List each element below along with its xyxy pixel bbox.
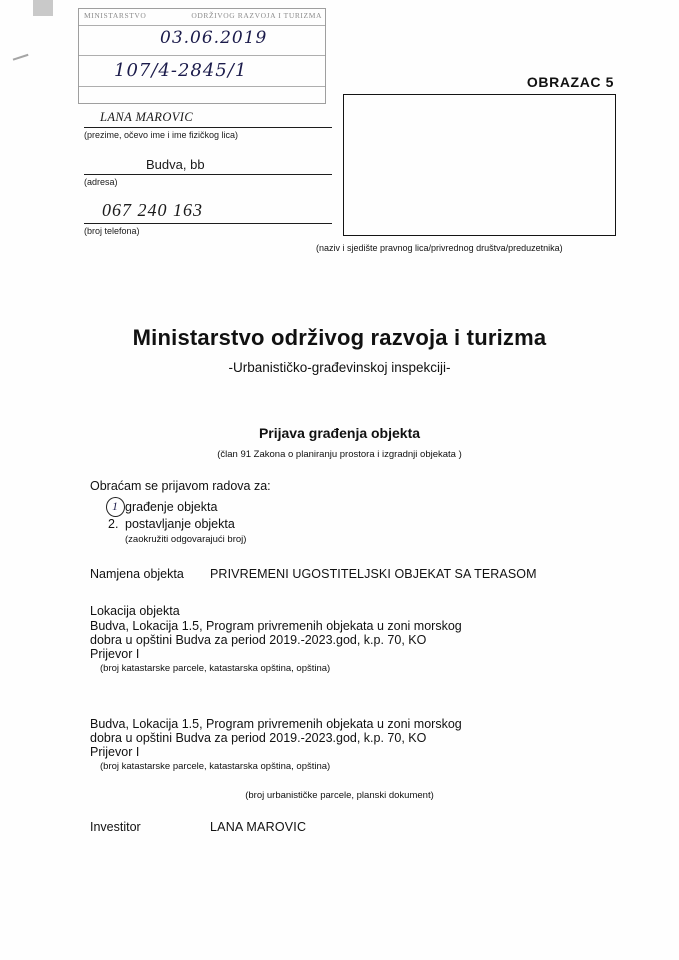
option-1-label: građenje objekta xyxy=(125,500,218,514)
stamp-divider-2 xyxy=(78,55,326,56)
option-2-label: postavljanje objekta xyxy=(125,517,235,531)
location2-line-3: Prijevor I xyxy=(90,745,140,759)
request-lead-text: Obraćam se prijavom radova za: xyxy=(90,479,271,493)
stamp-header-right: ODRŽIVOG RAZVOJA I TURIZMA xyxy=(191,11,322,20)
applicant-address-caption: (adresa) xyxy=(84,177,118,187)
stamp-divider-3 xyxy=(78,86,326,87)
applicant-name-caption: (prezime, očevo ime i ime fizičkog lica) xyxy=(84,130,239,140)
applicant-address-value: Budva, bb xyxy=(146,157,205,172)
legal-entity-box xyxy=(343,94,616,236)
ministry-heading: Ministarstvo održivog razvoja i turizma xyxy=(132,325,547,350)
purpose-value: PRIVREMENI UGOSTITELJSKI OBJEKAT SA TERASOM xyxy=(210,567,537,581)
location2-caption: (broj katastarske parcele, katastarska opština, opština) xyxy=(100,761,331,772)
location-caption: (broj katastarske parcele, katastarska opština, opština) xyxy=(100,663,331,674)
applicant-phone-rule xyxy=(84,223,332,224)
applicant-name-value: LANA MAROVIC xyxy=(100,110,194,124)
stamp-divider-1 xyxy=(78,25,326,26)
location-line-1: Budva, Lokacija 1.5, Program privremenih objekata u zoni morskog xyxy=(90,619,462,633)
location-label: Lokacija objekta xyxy=(90,604,180,618)
inspection-subheading: -Urbanističko-građevinskoj inspekciji- xyxy=(228,360,451,375)
applicant-phone-value: 067 240 163 xyxy=(102,200,203,220)
stamp-header-left: MINISTARSTVO xyxy=(84,11,147,20)
legal-entity-caption: (naziv i sjedište pravnog lica/privrednog društva/preduzetnika) xyxy=(316,243,563,253)
applicant-phone-caption: (broj telefona) xyxy=(84,226,140,236)
investor-label: Investitor xyxy=(90,820,141,834)
applicant-name-rule xyxy=(84,127,332,128)
option-1-circle-number: 1 xyxy=(106,497,125,517)
location-line-2: dobra u opštini Budva za period 2019.-2023.god, k.p. 70, KO xyxy=(90,633,427,647)
applicant-address-rule xyxy=(84,174,332,175)
purpose-label: Namjena objekta xyxy=(90,567,184,581)
scan-corner-mark xyxy=(33,0,53,16)
stamp-date: 03.06.2019 xyxy=(160,28,268,48)
stamp-header xyxy=(84,11,322,20)
scan-tick-mark xyxy=(13,54,32,69)
application-title: Prijava građenja objekta xyxy=(258,425,421,441)
application-legal-reference: (član 91 Zakona o planiranju prostora i izgradnji objekata ) xyxy=(217,449,462,460)
option-2-number: 2. xyxy=(108,517,119,531)
incoming-stamp xyxy=(78,8,328,106)
stamp-frame xyxy=(78,8,326,104)
options-note: (zaokružiti odgovarajući broj) xyxy=(125,534,247,545)
stamp-number: 107/4-2845/1 xyxy=(114,60,248,81)
location2-line-2: dobra u opštini Budva za period 2019.-2023.god, k.p. 70, KO xyxy=(90,731,427,745)
location2-line-1: Budva, Lokacija 1.5, Program privremenih objekata u zoni morskog xyxy=(90,717,462,731)
form-code: OBRAZAC 5 xyxy=(526,74,614,90)
urban-parcel-caption: (broj urbanističke parcele, planski dokument) xyxy=(245,790,434,801)
location-line-3: Prijevor I xyxy=(90,647,140,661)
investor-value: LANA MAROVIC xyxy=(210,820,307,834)
